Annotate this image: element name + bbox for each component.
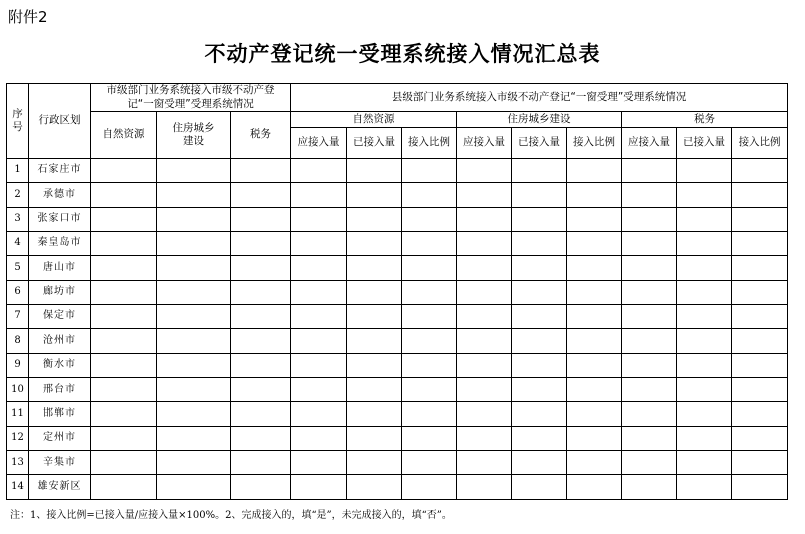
empty-cell[interactable] (567, 159, 622, 183)
table-row (7, 475, 788, 499)
table-row (7, 426, 788, 450)
empty-cell[interactable] (402, 451, 457, 475)
header-tax-ratio: 接入比例 (732, 128, 788, 159)
empty-cell[interactable] (231, 353, 291, 377)
empty-cell[interactable] (512, 159, 567, 183)
empty-cell[interactable] (157, 378, 231, 402)
empty-cell[interactable] (291, 475, 347, 499)
empty-cell[interactable] (677, 207, 732, 231)
summary-table (6, 83, 788, 500)
empty-cell[interactable] (677, 256, 732, 280)
row-seq: 14 (7, 475, 29, 499)
empty-cell[interactable] (732, 183, 788, 207)
empty-cell[interactable] (347, 256, 402, 280)
row-seq: 2 (7, 183, 29, 207)
empty-cell[interactable] (231, 329, 291, 353)
table-row (7, 280, 788, 304)
empty-cell[interactable] (732, 329, 788, 353)
empty-cell[interactable] (347, 207, 402, 231)
header-region: 行政区划 (29, 84, 91, 159)
empty-cell[interactable] (402, 305, 457, 329)
empty-cell[interactable] (457, 329, 512, 353)
empty-cell[interactable] (567, 280, 622, 304)
header-tax-should: 应接入量 (622, 128, 677, 159)
empty-cell[interactable] (402, 232, 457, 256)
empty-cell[interactable] (622, 256, 677, 280)
empty-cell[interactable] (402, 183, 457, 207)
empty-cell[interactable] (457, 183, 512, 207)
empty-cell[interactable] (157, 305, 231, 329)
empty-cell[interactable] (402, 426, 457, 450)
empty-cell[interactable] (91, 475, 157, 499)
empty-cell[interactable] (677, 329, 732, 353)
empty-cell[interactable] (457, 402, 512, 426)
empty-cell[interactable] (157, 232, 231, 256)
empty-cell[interactable] (622, 475, 677, 499)
row-region: 石家庄市 (29, 159, 91, 183)
header-county-group: 县级部门业务系统接入市级不动产登记“一窗受理”受理系统情况 (291, 84, 788, 112)
empty-cell[interactable] (291, 232, 347, 256)
empty-cell[interactable] (291, 329, 347, 353)
header-natural-ratio: 接入比例 (402, 128, 457, 159)
empty-cell[interactable] (567, 378, 622, 402)
row-seq: 8 (7, 329, 29, 353)
header-housing-ratio: 接入比例 (567, 128, 622, 159)
empty-cell[interactable] (291, 207, 347, 231)
empty-cell[interactable] (512, 378, 567, 402)
empty-cell[interactable] (677, 159, 732, 183)
empty-cell[interactable] (512, 256, 567, 280)
empty-cell[interactable] (402, 353, 457, 377)
empty-cell[interactable] (231, 232, 291, 256)
row-region: 邯郸市 (29, 402, 91, 426)
empty-cell[interactable] (157, 426, 231, 450)
empty-cell[interactable] (457, 426, 512, 450)
empty-cell[interactable] (677, 378, 732, 402)
empty-cell[interactable] (512, 451, 567, 475)
empty-cell[interactable] (457, 475, 512, 499)
empty-cell[interactable] (732, 475, 788, 499)
header-housing-done: 已接入量 (512, 128, 567, 159)
row-region: 秦皇岛市 (29, 232, 91, 256)
empty-cell[interactable] (567, 183, 622, 207)
empty-cell[interactable] (91, 159, 157, 183)
row-seq: 1 (7, 159, 29, 183)
empty-cell[interactable] (677, 353, 732, 377)
table-row (7, 305, 788, 329)
row-seq: 4 (7, 232, 29, 256)
empty-cell[interactable] (457, 280, 512, 304)
empty-cell[interactable] (157, 183, 231, 207)
empty-cell[interactable] (231, 378, 291, 402)
empty-cell[interactable] (347, 329, 402, 353)
empty-cell[interactable] (91, 353, 157, 377)
empty-cell[interactable] (347, 305, 402, 329)
empty-cell[interactable] (457, 207, 512, 231)
row-region: 承德市 (29, 183, 91, 207)
empty-cell[interactable] (622, 378, 677, 402)
empty-cell[interactable] (91, 280, 157, 304)
empty-cell[interactable] (347, 159, 402, 183)
empty-cell[interactable] (567, 232, 622, 256)
empty-cell[interactable] (91, 378, 157, 402)
table-row (7, 402, 788, 426)
empty-cell[interactable] (732, 280, 788, 304)
empty-cell[interactable] (231, 280, 291, 304)
empty-cell[interactable] (512, 426, 567, 450)
empty-cell[interactable] (512, 207, 567, 231)
footnote: 注：1、接入比例=已接入量/应接入量×100%。2、完成接入的，填“是”，未完成接入的，填“否”。 (10, 510, 452, 521)
table-row (7, 256, 788, 280)
empty-cell[interactable] (91, 329, 157, 353)
row-seq: 3 (7, 207, 29, 231)
empty-cell[interactable] (457, 353, 512, 377)
row-region: 廊坊市 (29, 280, 91, 304)
row-seq: 9 (7, 353, 29, 377)
empty-cell[interactable] (402, 475, 457, 499)
empty-cell[interactable] (512, 353, 567, 377)
empty-cell[interactable] (457, 451, 512, 475)
empty-cell[interactable] (677, 475, 732, 499)
empty-cell[interactable] (457, 256, 512, 280)
empty-cell[interactable] (732, 305, 788, 329)
table-body (7, 159, 788, 500)
table-row (7, 378, 788, 402)
empty-cell[interactable] (622, 280, 677, 304)
row-region: 衡水市 (29, 353, 91, 377)
empty-cell[interactable] (732, 207, 788, 231)
empty-cell[interactable] (91, 426, 157, 450)
empty-cell[interactable] (512, 475, 567, 499)
header-tax-done: 已接入量 (677, 128, 732, 159)
empty-cell[interactable] (732, 256, 788, 280)
empty-cell[interactable] (622, 426, 677, 450)
row-region: 雄安新区 (29, 475, 91, 499)
empty-cell[interactable] (157, 159, 231, 183)
table-row (7, 329, 788, 353)
empty-cell[interactable] (291, 402, 347, 426)
row-region: 邢台市 (29, 378, 91, 402)
empty-cell[interactable] (402, 378, 457, 402)
empty-cell[interactable] (457, 232, 512, 256)
empty-cell[interactable] (347, 183, 402, 207)
empty-cell[interactable] (677, 305, 732, 329)
table-row (7, 159, 788, 183)
empty-cell[interactable] (347, 475, 402, 499)
empty-cell[interactable] (91, 183, 157, 207)
empty-cell[interactable] (347, 426, 402, 450)
empty-cell[interactable] (567, 451, 622, 475)
empty-cell[interactable] (291, 451, 347, 475)
empty-cell[interactable] (732, 378, 788, 402)
empty-cell[interactable] (622, 159, 677, 183)
header-natural-should: 应接入量 (291, 128, 347, 159)
empty-cell[interactable] (157, 353, 231, 377)
empty-cell[interactable] (402, 256, 457, 280)
empty-cell[interactable] (622, 451, 677, 475)
header-city-housing: 住房城乡建设 (157, 112, 231, 159)
empty-cell[interactable] (157, 475, 231, 499)
attachment-label: 附件2 (8, 8, 48, 26)
empty-cell[interactable] (457, 305, 512, 329)
empty-cell[interactable] (231, 402, 291, 426)
empty-cell[interactable] (231, 159, 291, 183)
empty-cell[interactable] (231, 305, 291, 329)
empty-cell[interactable] (732, 232, 788, 256)
table-row (7, 232, 788, 256)
page-title: 不动产登记统一受理系统接入情况汇总表 (204, 41, 601, 66)
empty-cell[interactable] (157, 402, 231, 426)
row-seq: 6 (7, 280, 29, 304)
empty-cell[interactable] (91, 451, 157, 475)
empty-cell[interactable] (512, 402, 567, 426)
empty-cell[interactable] (622, 402, 677, 426)
empty-cell[interactable] (347, 451, 402, 475)
row-seq: 7 (7, 305, 29, 329)
empty-cell[interactable] (732, 426, 788, 450)
empty-cell[interactable] (402, 280, 457, 304)
row-seq: 12 (7, 426, 29, 450)
row-region: 唐山市 (29, 256, 91, 280)
row-region: 张家口市 (29, 207, 91, 231)
empty-cell[interactable] (291, 378, 347, 402)
empty-cell[interactable] (457, 159, 512, 183)
empty-cell[interactable] (291, 280, 347, 304)
empty-cell[interactable] (677, 232, 732, 256)
empty-cell[interactable] (622, 353, 677, 377)
empty-cell[interactable] (91, 305, 157, 329)
empty-cell[interactable] (567, 329, 622, 353)
empty-cell[interactable] (512, 183, 567, 207)
empty-cell[interactable] (291, 183, 347, 207)
empty-cell[interactable] (291, 426, 347, 450)
header-county-natural: 自然资源 (291, 112, 457, 128)
empty-cell[interactable] (567, 305, 622, 329)
empty-cell[interactable] (677, 426, 732, 450)
row-seq: 10 (7, 378, 29, 402)
empty-cell[interactable] (91, 232, 157, 256)
empty-cell[interactable] (567, 402, 622, 426)
empty-cell[interactable] (567, 256, 622, 280)
empty-cell[interactable] (732, 159, 788, 183)
empty-cell[interactable] (732, 402, 788, 426)
empty-cell[interactable] (347, 402, 402, 426)
empty-cell[interactable] (567, 475, 622, 499)
row-seq: 11 (7, 402, 29, 426)
empty-cell[interactable] (231, 207, 291, 231)
empty-cell[interactable] (291, 353, 347, 377)
empty-cell[interactable] (402, 329, 457, 353)
empty-cell[interactable] (231, 451, 291, 475)
empty-cell[interactable] (402, 159, 457, 183)
empty-cell[interactable] (457, 378, 512, 402)
empty-cell[interactable] (622, 329, 677, 353)
empty-cell[interactable] (347, 378, 402, 402)
header-county-housing: 住房城乡建设 (457, 112, 622, 128)
empty-cell[interactable] (677, 183, 732, 207)
empty-cell[interactable] (231, 426, 291, 450)
header-city-group: 市级部门业务系统接入市级不动产登记“一窗受理”受理系统情况 (91, 84, 291, 112)
empty-cell[interactable] (622, 232, 677, 256)
empty-cell[interactable] (567, 426, 622, 450)
table-row (7, 353, 788, 377)
table-row (7, 207, 788, 231)
empty-cell[interactable] (157, 256, 231, 280)
empty-cell[interactable] (231, 475, 291, 499)
empty-cell[interactable] (622, 207, 677, 231)
empty-cell[interactable] (512, 305, 567, 329)
row-region: 定州市 (29, 426, 91, 450)
row-region: 沧州市 (29, 329, 91, 353)
empty-cell[interactable] (732, 353, 788, 377)
empty-cell[interactable] (622, 305, 677, 329)
empty-cell[interactable] (291, 159, 347, 183)
header-city-natural: 自然资源 (91, 112, 157, 159)
empty-cell[interactable] (91, 256, 157, 280)
empty-cell[interactable] (157, 329, 231, 353)
empty-cell[interactable] (157, 451, 231, 475)
empty-cell[interactable] (677, 280, 732, 304)
header-county-tax: 税务 (622, 112, 788, 128)
empty-cell[interactable] (732, 451, 788, 475)
row-region: 辛集市 (29, 451, 91, 475)
empty-cell[interactable] (677, 402, 732, 426)
empty-cell[interactable] (157, 207, 231, 231)
header-city-tax: 税务 (231, 112, 291, 159)
empty-cell[interactable] (512, 329, 567, 353)
empty-cell[interactable] (512, 280, 567, 304)
empty-cell[interactable] (347, 280, 402, 304)
empty-cell[interactable] (157, 280, 231, 304)
header-seq: 序号 (7, 84, 29, 159)
empty-cell[interactable] (567, 207, 622, 231)
empty-cell[interactable] (291, 256, 347, 280)
row-seq: 5 (7, 256, 29, 280)
row-seq: 13 (7, 451, 29, 475)
empty-cell[interactable] (677, 451, 732, 475)
empty-cell[interactable] (402, 207, 457, 231)
row-region: 保定市 (29, 305, 91, 329)
empty-cell[interactable] (402, 402, 457, 426)
empty-cell[interactable] (567, 353, 622, 377)
header-natural-done: 已接入量 (347, 128, 402, 159)
empty-cell[interactable] (347, 232, 402, 256)
empty-cell[interactable] (347, 353, 402, 377)
empty-cell[interactable] (91, 207, 157, 231)
empty-cell[interactable] (512, 232, 567, 256)
empty-cell[interactable] (622, 183, 677, 207)
empty-cell[interactable] (231, 256, 291, 280)
table-row (7, 451, 788, 475)
empty-cell[interactable] (291, 305, 347, 329)
empty-cell[interactable] (91, 402, 157, 426)
header-housing-should: 应接入量 (457, 128, 512, 159)
empty-cell[interactable] (231, 183, 291, 207)
table-row (7, 183, 788, 207)
